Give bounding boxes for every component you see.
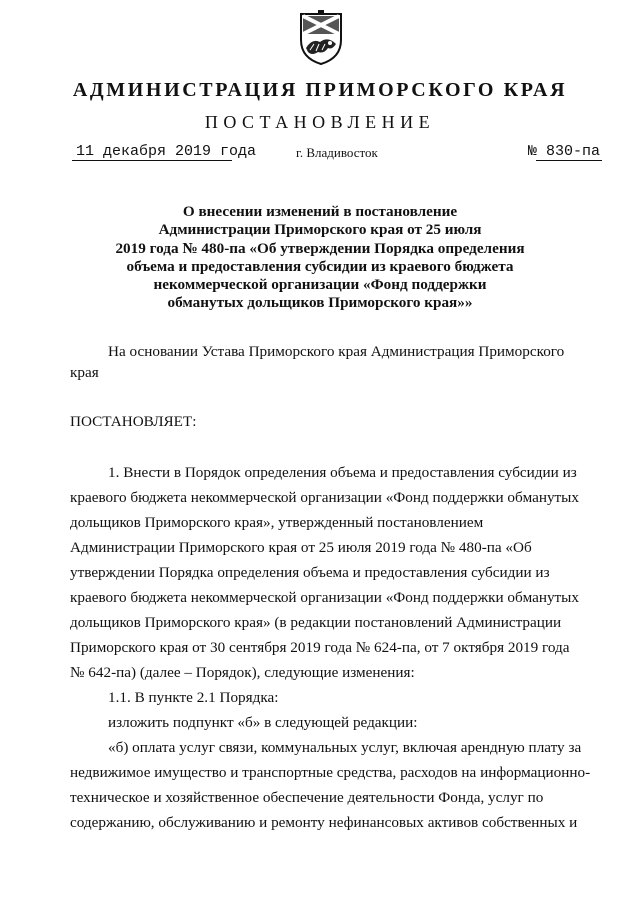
title-line: О внесении изменений в постановление — [182, 203, 458, 220]
body-line: № 642-па) (далее – Порядок), следующие изменения: — [70, 664, 415, 681]
document-number-wrap — [528, 143, 600, 160]
date-underline — [72, 160, 232, 161]
title-line: некоммерческой организации «Фонд поддержки — [153, 276, 487, 294]
body-line: утверждении Порядка определения объема и предоставления субсидии из — [70, 564, 550, 581]
title-line: Администрации Приморского края от 25 июля — [158, 221, 482, 239]
number-underline — [536, 160, 602, 161]
body-line: Приморского края от 30 сентября 2019 года № 624-па, от 7 октября 2019 года — [70, 639, 570, 656]
body-line: недвижимое имущество и транспортные средства, расходов на информационно- — [70, 764, 591, 781]
body-line: содержанию, обслуживанию и ремонту нефинансовых активов собственных и — [70, 814, 578, 831]
body-line: дольщиков Приморского края» (в редакции постановлений Администрации — [70, 614, 562, 631]
body-line: «б) оплата услуг связи, коммунальных услуг, включая арендную плату за — [108, 739, 582, 756]
preamble-line: края — [70, 364, 99, 381]
document-type: ПОСТАНОВЛЕНИЕ — [204, 112, 436, 132]
document-city: г. Владивосток — [296, 145, 378, 160]
decree-word: ПОСТАНОВЛЯЕТ: — [70, 413, 197, 430]
body-line: краевого бюджета некоммерческой организации «Фонд поддержки обманутых — [70, 489, 579, 506]
body-line: техническое и хозяйственное обеспечение деятельности Фонда, услуг по — [70, 789, 544, 806]
preamble-line: На основании Устава Приморского края Администрация Приморского — [108, 343, 565, 360]
body-line: 1. Внести в Порядок определения объема и предоставления субсидии из — [108, 464, 577, 481]
body-line: дольщиков Приморского края», утвержденный постановлением — [70, 514, 484, 531]
title-line: обманутых дольщиков Приморского края»» — [167, 294, 473, 312]
title-line: объема и предоставления субсидии из краевого бюджета — [126, 257, 514, 275]
number-prefix: № — [527, 143, 537, 160]
coat-of-arms-icon — [298, 10, 344, 66]
title-line: 2019 года № 480-па «Об утверждении Порядка определения — [115, 239, 525, 257]
document-title — [90, 203, 550, 313]
organization-name: АДМИНИСТРАЦИЯ ПРИМОРСКОГО КРАЯ — [72, 79, 568, 101]
document-date: 11 декабря 2019 года — [76, 143, 257, 160]
body-line: краевого бюджета некоммерческой организации «Фонд поддержки обманутых — [70, 589, 579, 606]
body-line: изложить подпункт «б» в следующей редакции: — [108, 714, 418, 731]
document-number: 830-па — [545, 143, 600, 160]
body-line: 1.1. В пункте 2.1 Порядка: — [108, 689, 279, 706]
body-line: Администрации Приморского края от 25 июля 2019 года № 480-па «Об — [70, 539, 532, 556]
